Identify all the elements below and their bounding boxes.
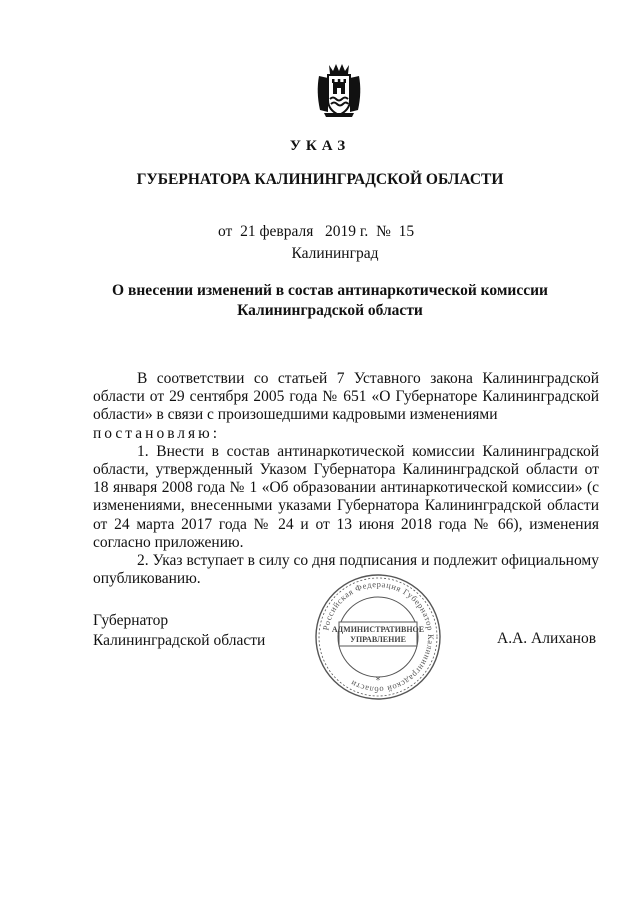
document-body [93, 370, 599, 588]
document-date-line [218, 223, 414, 241]
date-day-month: 21 февраля [240, 223, 314, 240]
document-title: УКАЗ [289, 138, 351, 154]
official-seal [312, 571, 444, 703]
item-1-paragraph: 1. Внести в состав антинаркотической комиссии Калининградской области, утвержденный Указом Губернатора Калининградской области от 18 января 2008 года № 1 «Об образовании антинаркотической комиссии» (с изменениями, внесенными указами Губернатора Калининградской области от 24 марта 2017 года № 24 и от 13 июня 2018 года № 66), изменения согласно приложению. [93, 442, 599, 551]
seal-inner-line-2: УПРАВЛЕНИЕ [350, 635, 406, 644]
svg-text:*: * [375, 676, 381, 686]
date-prefix: от [218, 223, 233, 240]
signatory-position-line-1: Губернатор [93, 612, 169, 629]
number-sign: № [376, 223, 391, 240]
signatory-position [93, 611, 265, 651]
signatory-name: А.А. Алиханов [497, 630, 597, 647]
document-issuer: ГУБЕРНАТОРА КАЛИНИНГРАДСКОЙ ОБЛАСТИ [136, 171, 504, 188]
coat-of-arms-icon [316, 62, 362, 118]
date-year: 2019 г. [324, 223, 369, 240]
document-number: 15 [398, 223, 415, 240]
subject-line-2: Калининградской области [237, 302, 423, 319]
signatory-position-line-2: Калининградской области [93, 632, 266, 649]
seal-ring-text: Российская Федерация Губернатор Калининградской области [320, 578, 437, 696]
item-2-paragraph: 2. Указ вступает в силу со дня подписания и подлежит официальному опубликованию. [93, 552, 599, 588]
seal-inner-line-1: АДМИНИСТРАТИВНОЕ [331, 625, 425, 634]
subject-line-1: О внесении изменений в состав антинаркотической комиссии [112, 282, 548, 299]
decree-word: постановляю: [93, 424, 221, 442]
preamble-paragraph: В соответствии со статьей 7 Уставного закона Калининградской области от 29 сентября 2005 года № 651 «О Губернаторе Калининградской области» в связи с произошедшими кадровыми изменениями [93, 370, 599, 424]
document-city: Калининград [291, 245, 379, 262]
document-subject [80, 281, 580, 321]
